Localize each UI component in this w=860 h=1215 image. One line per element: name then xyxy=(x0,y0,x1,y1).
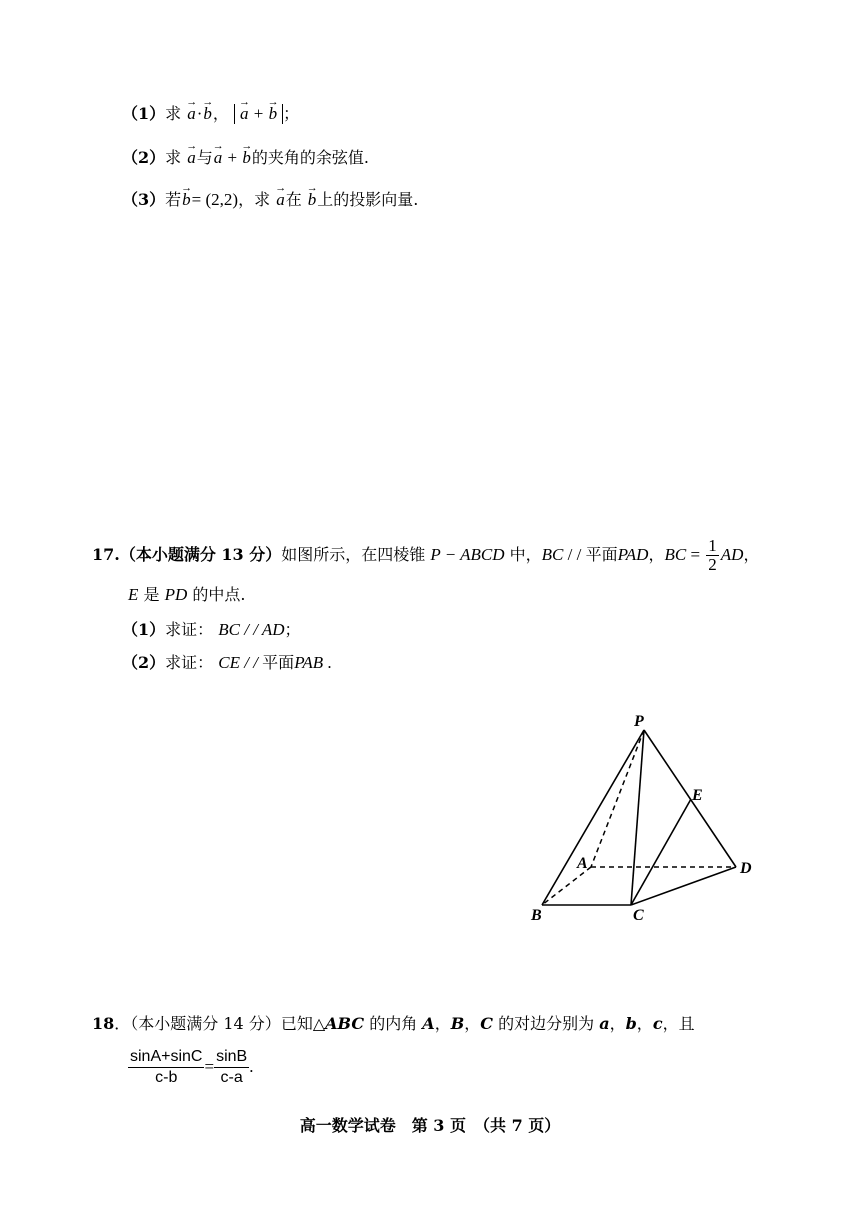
q17-part1: （1）求证： BC / / AD； xyxy=(122,620,301,639)
fraction-one-half: $\frac{1}{2}$ xyxy=(708,536,717,574)
part-label: （1） xyxy=(122,104,166,123)
edge-pb xyxy=(542,730,644,905)
vector-a: → a xyxy=(186,103,197,125)
vertex-label-c: C xyxy=(633,907,644,924)
part-label: （2） xyxy=(122,653,166,672)
q16-part2: （2）求 → a与→ a + → b的夹角的余弦值. xyxy=(122,147,369,169)
vector-b: → b xyxy=(202,103,213,125)
edge-cd xyxy=(631,867,736,905)
q18-statement: 18．（本小题满分 14 分）已知△ABC 的内角 A，B，C 的对边分别为 a，b，c，且 xyxy=(92,1014,695,1033)
edge-pc xyxy=(631,730,644,905)
edge-pa-hidden xyxy=(591,730,644,867)
q16-part3: （3）若→ b= (2,2)，求 → a在 → b上的投影向量. xyxy=(122,189,418,211)
question-points: ．（本小题满分 14 分） xyxy=(114,1014,281,1033)
vertex-label-p: P xyxy=(634,713,644,730)
vertex-label-b: B xyxy=(531,907,542,924)
q17-line2: E 是 PD 的中点. xyxy=(128,585,246,604)
q17-statement: 17.（本小题满分 13 分）如图所示，在四棱锥 P − ABCD 中，BC / / 平面PAD，BC = $\frac{1}{2}$ AD， xyxy=(92,536,760,574)
magnitude-expression: → a + → b xyxy=(234,104,283,124)
part-label: （1） xyxy=(122,620,166,639)
vertex-label-a: A xyxy=(577,855,588,872)
q17-part2: （2）求证： CE / / 平面PAB . xyxy=(122,653,332,672)
q16-part1: （1）求 → a·→ b， → a + → b ； xyxy=(122,103,299,125)
fraction-sinB: $\frac{\sin B}{c-a}$ xyxy=(216,1048,248,1086)
edge-pd xyxy=(644,730,736,867)
part-text: 求 xyxy=(165,104,182,123)
edge-ce xyxy=(631,799,691,905)
question-number: 18 xyxy=(92,1014,115,1033)
fraction-sinA-sinC: $\frac{\sin A+\sin C}{c-b}$ xyxy=(130,1048,203,1086)
edge-ab-hidden xyxy=(542,867,591,905)
vertex-label-d: D xyxy=(740,860,752,877)
q18-equation: $\frac{\sin A+\sin C}{c-b}$ = $\frac{\sin B}{c-a}$ . xyxy=(130,1048,254,1086)
part-label: （3） xyxy=(122,190,166,209)
part-label: （2） xyxy=(122,148,166,167)
vertex-label-e: E xyxy=(692,787,703,804)
question-number: 17. xyxy=(92,545,120,564)
question-points: （本小题满分 13 分） xyxy=(119,545,282,564)
page-footer: 高一数学试卷 第 3 页 （共 7 页） xyxy=(299,1116,561,1135)
